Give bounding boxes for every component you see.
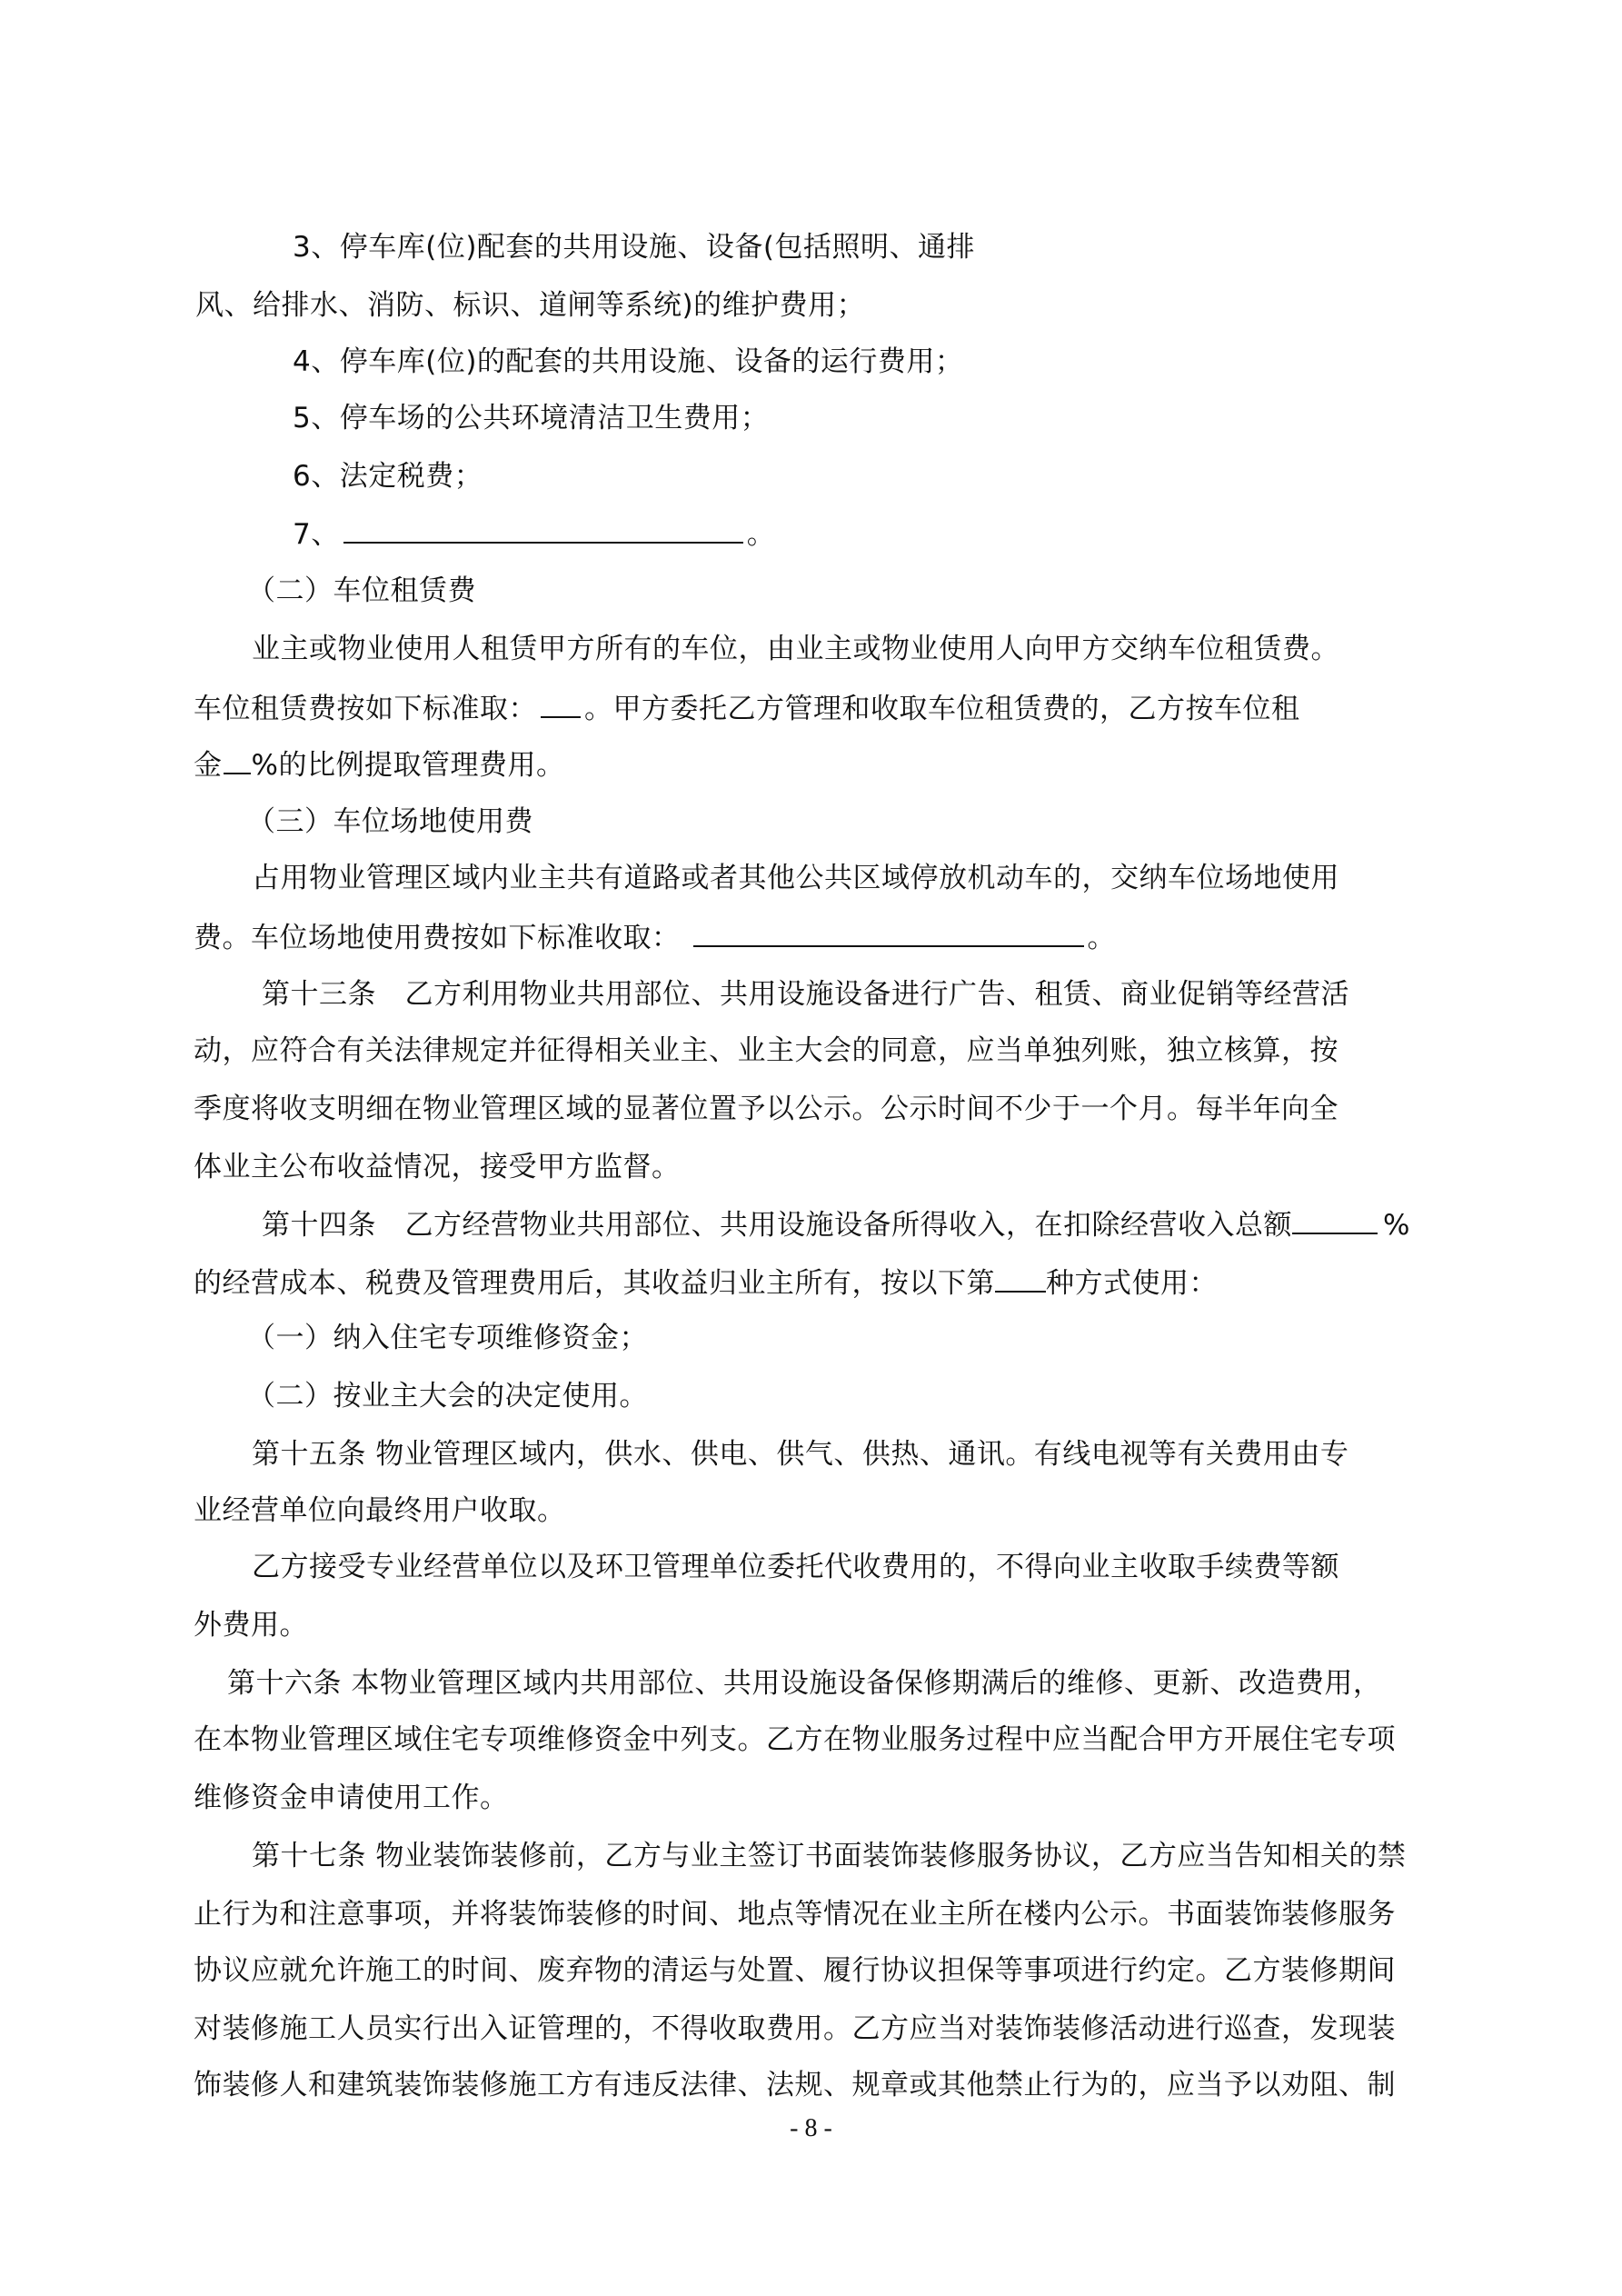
article-17-line-3: 协议应就允许施工的时间、废弃物的清运与处置、履行协议担保等事项进行约定。乙方装修期间 xyxy=(194,1954,1396,1987)
usage-method-blank xyxy=(995,1263,1046,1293)
site-usage-para-line-1: 占用物业管理区域内业主共有道路或者其他公共区域停放机动车的，交纳车位场地使用 xyxy=(252,862,1339,894)
parking-rent-para-line-1: 业主或物业使用人租赁甲方所有的车位，由业主或物业使用人向甲方交纳车位租赁费。 xyxy=(252,633,1339,665)
article-17-line-1: 第十七条 物业装饰装修前，乙方与业主签订书面装饰装修服务协议，乙方应当告知相关的禁 xyxy=(252,1840,1407,1872)
article-15-line-1: 第十五条 物业管理区域内，供水、供电、供气、供热、通讯。有线电视等有关费用由专 xyxy=(252,1438,1349,1471)
site-usage-line-2-prefix: 费。车位场地使用费按如下标准收取： xyxy=(194,922,681,954)
article-14-line-2 xyxy=(194,1263,1218,1302)
article-13-line-2: 动，应符合有关法律规定并征得相关业主、业主大会的同意，应当单独列账，独立核算，按 xyxy=(194,1034,1338,1067)
page-number: - 8 - xyxy=(790,2114,832,2142)
item-7 xyxy=(293,514,775,553)
article-15-line-2: 业经营单位向最终用户收取。 xyxy=(194,1494,566,1527)
item-6: 6、法定税费； xyxy=(293,460,483,493)
article-14-line-2-prefix: 的经营成本、税费及管理费用后，其收益归业主所有，按以下第 xyxy=(194,1267,995,1300)
article-17-line-4: 对装修施工人员实行出入证管理的，不得收取费用。乙方应当对装饰装修活动进行巡查，发现装 xyxy=(194,2012,1396,2045)
article-14-option-2: （二）按业主大会的决定使用。 xyxy=(247,1380,648,1413)
site-usage-standard-blank xyxy=(693,918,1084,947)
deduction-percent-blank xyxy=(1292,1205,1378,1234)
article-14-line-1-suffix: % xyxy=(1383,1209,1410,1242)
management-fee-percent-blank xyxy=(224,745,251,774)
item-3-line-1: 3、停车库(位)配套的共用设施、设备(包括照明、通排 xyxy=(293,231,976,264)
parking-rent-line-2-suffix: 。甲方委托乙方管理和收取车位租赁费的，乙方按车位租 xyxy=(584,693,1300,725)
article-16-line-3: 维修资金申请使用工作。 xyxy=(194,1782,509,1814)
parking-rent-line-3-suffix: %的比例提取管理费用。 xyxy=(251,749,565,782)
article-15-para-2-line-1: 乙方接受专业经营单位以及环卫管理单位委托代收费用的，不得向业主收取手续费等额 xyxy=(252,1551,1339,1583)
article-13-line-4: 体业主公布收益情况，接受甲方监督。 xyxy=(194,1151,681,1183)
parking-rent-para-line-3 xyxy=(194,745,564,784)
article-14-line-1-prefix: 第十四条 乙方经营物业共用部位、共用设施设备所得收入，在扣除经营收入总额 xyxy=(262,1209,1292,1242)
article-15-para-2-line-2: 外费用。 xyxy=(194,1609,308,1642)
article-13-line-3: 季度将收支明细在物业管理区域的显著位置予以公示。公示时间不少于一个月。每半年向全 xyxy=(194,1093,1338,1125)
article-14-line-2-suffix: 种方式使用： xyxy=(1046,1267,1218,1300)
parking-rent-line-3-prefix: 金 xyxy=(194,749,223,782)
article-13-line-1: 第十三条 乙方利用物业共用部位、共用设施设备进行广告、租赁、商业促销等经营活 xyxy=(262,978,1349,1011)
site-usage-line-2-suffix: 。 xyxy=(1087,922,1116,954)
section-heading-parking-rent: （二）车位租赁费 xyxy=(247,574,476,607)
article-14-option-1: （一）纳入住宅专项维修资金； xyxy=(247,1322,648,1354)
section-heading-site-usage-fee: （三）车位场地使用费 xyxy=(247,805,533,838)
item-7-blank xyxy=(343,514,743,544)
article-14-line-1 xyxy=(262,1205,1410,1243)
parking-rent-standard-blank xyxy=(541,689,581,718)
item-3-line-2: 风、给排水、消防、标识、道闸等系统)的维护费用； xyxy=(195,289,866,322)
article-16-line-2: 在本物业管理区域住宅专项维修资金中列支。乙方在物业服务过程中应当配合甲方开展住宅专项 xyxy=(194,1723,1396,1756)
parking-rent-line-2-prefix: 车位租赁费按如下标准取： xyxy=(194,693,537,725)
item-7-prefix: 7、 xyxy=(293,518,340,551)
item-7-suffix: 。 xyxy=(746,518,776,551)
item-4: 4、停车库(位)的配套的共用设施、设备的运行费用； xyxy=(293,345,964,378)
article-17-line-2: 止行为和注意事项，并将装饰装修的时间、地点等情况在业主所在楼内公示。书面装饰装修服务 xyxy=(194,1898,1396,1931)
item-5: 5、停车场的公共环境清洁卫生费用； xyxy=(293,402,770,434)
article-17-line-5: 饰装修人和建筑装饰装修施工方有违反法律、法规、规章或其他禁止行为的，应当予以劝阻、制 xyxy=(194,2069,1396,2101)
site-usage-para-line-2 xyxy=(194,918,1116,956)
parking-rent-para-line-2 xyxy=(194,689,1300,727)
article-16-line-1: 第十六条 本物业管理区域内共用部位、共用设施设备保修期满后的维修、更新、改造费用， xyxy=(227,1667,1382,1700)
